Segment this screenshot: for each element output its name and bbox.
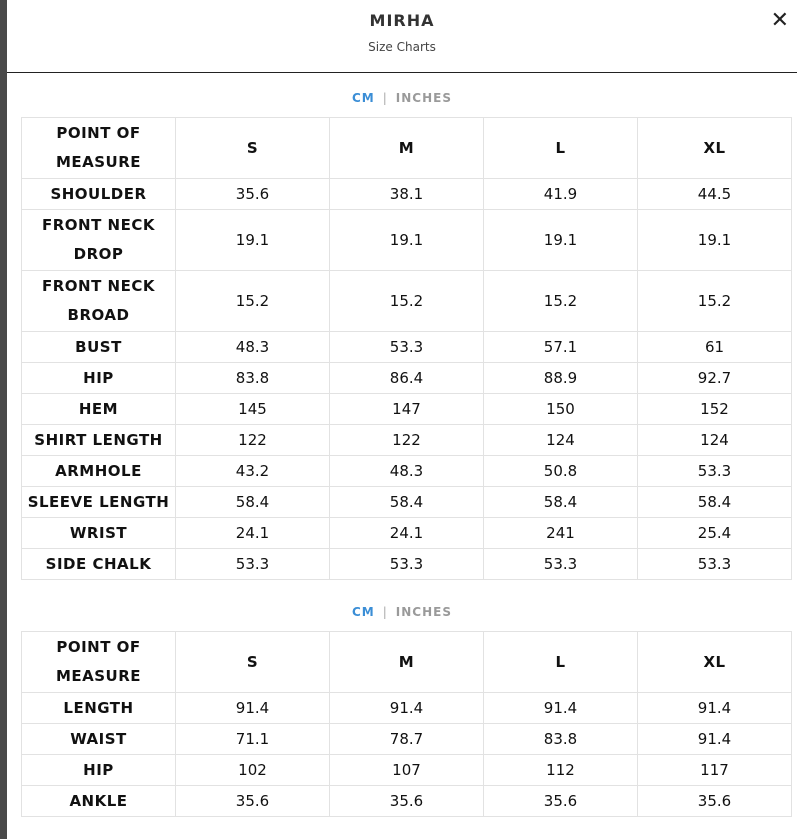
cell-value: 44.5: [638, 179, 792, 210]
cell-value: 53.3: [638, 456, 792, 487]
row-label: FRONT NECK DROP: [22, 210, 176, 271]
cell-value: 35.6: [176, 179, 330, 210]
table-row: [22, 425, 792, 456]
row-label: ARMHOLE: [22, 456, 176, 487]
cell-value: 35.6: [330, 786, 484, 817]
cell-value: 15.2: [330, 271, 484, 332]
modal-subtitle: Size Charts: [368, 40, 436, 54]
cell-value: 83.8: [484, 724, 638, 755]
cell-value: 86.4: [330, 363, 484, 394]
cell-value: 19.1: [176, 210, 330, 271]
size-chart-modal: [7, 0, 797, 839]
cell-value: 88.9: [484, 363, 638, 394]
cell-value: 35.6: [638, 786, 792, 817]
cell-value: 53.3: [638, 549, 792, 580]
row-label: WRIST: [22, 518, 176, 549]
cell-value: 91.4: [638, 693, 792, 724]
cell-value: 24.1: [176, 518, 330, 549]
unit-toggle: [7, 603, 797, 621]
cell-value: 53.3: [484, 549, 638, 580]
cell-value: 15.2: [638, 271, 792, 332]
table-row: [22, 363, 792, 394]
cell-value: 152: [638, 394, 792, 425]
cell-value: 58.4: [484, 487, 638, 518]
cell-value: 15.2: [484, 271, 638, 332]
cell-value: 41.9: [484, 179, 638, 210]
cell-value: 91.4: [484, 693, 638, 724]
cell-value: 50.8: [484, 456, 638, 487]
cell-value: 19.1: [638, 210, 792, 271]
cell-value: 117: [638, 755, 792, 786]
header-size-xl: XL: [638, 118, 792, 179]
table-header-row: [22, 632, 792, 693]
header-size-l: L: [484, 632, 638, 693]
header-point-of-measure: POINT OF MEASURE: [22, 118, 176, 179]
cell-value: 83.8: [176, 363, 330, 394]
cell-value: 38.1: [330, 179, 484, 210]
table-header-row: [22, 118, 792, 179]
table-row: [22, 724, 792, 755]
header-size-s: S: [176, 118, 330, 179]
cell-value: 78.7: [330, 724, 484, 755]
row-label: SHOULDER: [22, 179, 176, 210]
row-label: SLEEVE LENGTH: [22, 487, 176, 518]
unit-cm-tab[interactable]: CM: [352, 91, 375, 105]
cell-value: 19.1: [484, 210, 638, 271]
cell-value: 122: [330, 425, 484, 456]
cell-value: 91.4: [638, 724, 792, 755]
header-size-m: M: [330, 632, 484, 693]
cell-value: 35.6: [176, 786, 330, 817]
cell-value: 53.3: [176, 549, 330, 580]
row-label: HIP: [22, 755, 176, 786]
row-label: FRONT NECK BROAD: [22, 271, 176, 332]
header-size-l: L: [484, 118, 638, 179]
row-label: LENGTH: [22, 693, 176, 724]
row-label: HIP: [22, 363, 176, 394]
table-row: [22, 456, 792, 487]
modal-header: [7, 0, 797, 73]
row-label: ANKLE: [22, 786, 176, 817]
row-label: WAIST: [22, 724, 176, 755]
cell-value: 91.4: [330, 693, 484, 724]
modal-title: MIRHA: [369, 11, 435, 30]
header-point-of-measure: POINT OF MEASURE: [22, 632, 176, 693]
table-row: [22, 786, 792, 817]
cell-value: 61: [638, 332, 792, 363]
cell-value: 53.3: [330, 332, 484, 363]
size-table-bottom: [21, 631, 792, 817]
table-row: [22, 518, 792, 549]
row-label: SIDE CHALK: [22, 549, 176, 580]
unit-cm-tab[interactable]: CM: [352, 605, 375, 619]
unit-separator: |: [382, 91, 388, 105]
table-row: [22, 210, 792, 271]
cell-value: 122: [176, 425, 330, 456]
cell-value: 48.3: [176, 332, 330, 363]
table-row: [22, 487, 792, 518]
cell-value: 19.1: [330, 210, 484, 271]
row-label: BUST: [22, 332, 176, 363]
unit-separator: |: [382, 605, 388, 619]
unit-inches-tab[interactable]: INCHES: [395, 91, 452, 105]
table-row: [22, 179, 792, 210]
cell-value: 35.6: [484, 786, 638, 817]
table-row: [22, 549, 792, 580]
cell-value: 124: [484, 425, 638, 456]
table-row: [22, 394, 792, 425]
cell-value: 102: [176, 755, 330, 786]
cell-value: 53.3: [330, 549, 484, 580]
size-table-top: [21, 117, 792, 580]
cell-value: 15.2: [176, 271, 330, 332]
cell-value: 147: [330, 394, 484, 425]
cell-value: 145: [176, 394, 330, 425]
cell-value: 124: [638, 425, 792, 456]
header-size-m: M: [330, 118, 484, 179]
cell-value: 71.1: [176, 724, 330, 755]
unit-inches-tab[interactable]: INCHES: [395, 605, 452, 619]
row-label: SHIRT LENGTH: [22, 425, 176, 456]
cell-value: 57.1: [484, 332, 638, 363]
background-overlay: [0, 0, 7, 839]
cell-value: 241: [484, 518, 638, 549]
cell-value: 25.4: [638, 518, 792, 549]
cell-value: 112: [484, 755, 638, 786]
table-row: [22, 693, 792, 724]
close-icon[interactable]: ✕: [770, 8, 789, 33]
cell-value: 48.3: [330, 456, 484, 487]
header-size-s: S: [176, 632, 330, 693]
cell-value: 43.2: [176, 456, 330, 487]
unit-toggle: [7, 89, 797, 107]
cell-value: 58.4: [638, 487, 792, 518]
cell-value: 91.4: [176, 693, 330, 724]
cell-value: 150: [484, 394, 638, 425]
cell-value: 58.4: [330, 487, 484, 518]
cell-value: 107: [330, 755, 484, 786]
row-label: HEM: [22, 394, 176, 425]
cell-value: 58.4: [176, 487, 330, 518]
table-row: [22, 332, 792, 363]
header-size-xl: XL: [638, 632, 792, 693]
table-row: [22, 271, 792, 332]
cell-value: 24.1: [330, 518, 484, 549]
table-row: [22, 755, 792, 786]
cell-value: 92.7: [638, 363, 792, 394]
